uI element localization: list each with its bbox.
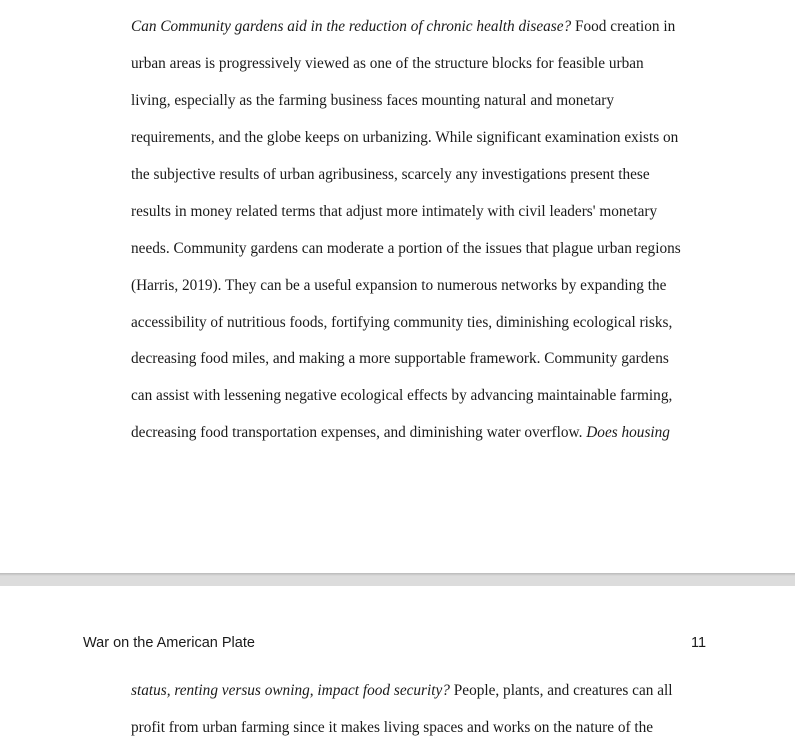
text-line — [131, 673, 721, 710]
text-line: the subjective results of urban agribusiness, scarcely any investigations present these — [131, 165, 650, 183]
text-line — [131, 9, 721, 46]
text-line: needs. Community gardens can moderate a portion of the issues that plague urban regions — [131, 239, 681, 257]
text-line: living, especially as the farming business faces mounting natural and monetary — [131, 91, 614, 109]
page-number: 11 — [691, 635, 707, 651]
text-line — [131, 415, 721, 452]
page-11 — [0, 586, 795, 737]
text-run: decreasing food transportation expenses, and diminishing water overflow. — [131, 424, 587, 442]
text-line: profit from urban farming since it makes living spaces and works on the nature of the — [131, 718, 654, 736]
text-line: results in money related terms that adjust more intimately with civil leaders' monetary — [131, 202, 658, 220]
text-line: urban areas is progressively viewed as one of the structure blocks for feasible urban — [131, 54, 644, 72]
page-10-body-text[interactable] — [131, 9, 721, 452]
research-question: Can Community gardens aid in the reduction of chronic health disease? — [131, 18, 572, 35]
text-line: decreasing food miles, and making a more supportable framework. Community gardens — [131, 350, 669, 368]
text-line: requirements, and the globe keeps on urbanizing. While significant examination exists on — [131, 128, 679, 146]
text-run: Food creation in — [571, 18, 676, 35]
text-line: (Harris, 2019). They can be a useful expansion to numerous networks by expanding the — [131, 276, 667, 294]
text-line: can assist with lessening negative ecological effects by advancing maintainable farming, — [131, 387, 673, 405]
research-question: Does housing — [586, 424, 670, 442]
research-question: status, renting versus owning, impact food security? — [131, 682, 450, 699]
running-header-title: War on the American Plate — [83, 635, 255, 651]
text-line: accessibility of nutritious foods, fortifying community ties, diminishing ecological risks, — [131, 313, 673, 331]
page-break-shadow — [0, 573, 795, 576]
text-run: People, plants, and creatures can all — [449, 682, 673, 699]
page-11-body-text[interactable] — [131, 673, 721, 737]
